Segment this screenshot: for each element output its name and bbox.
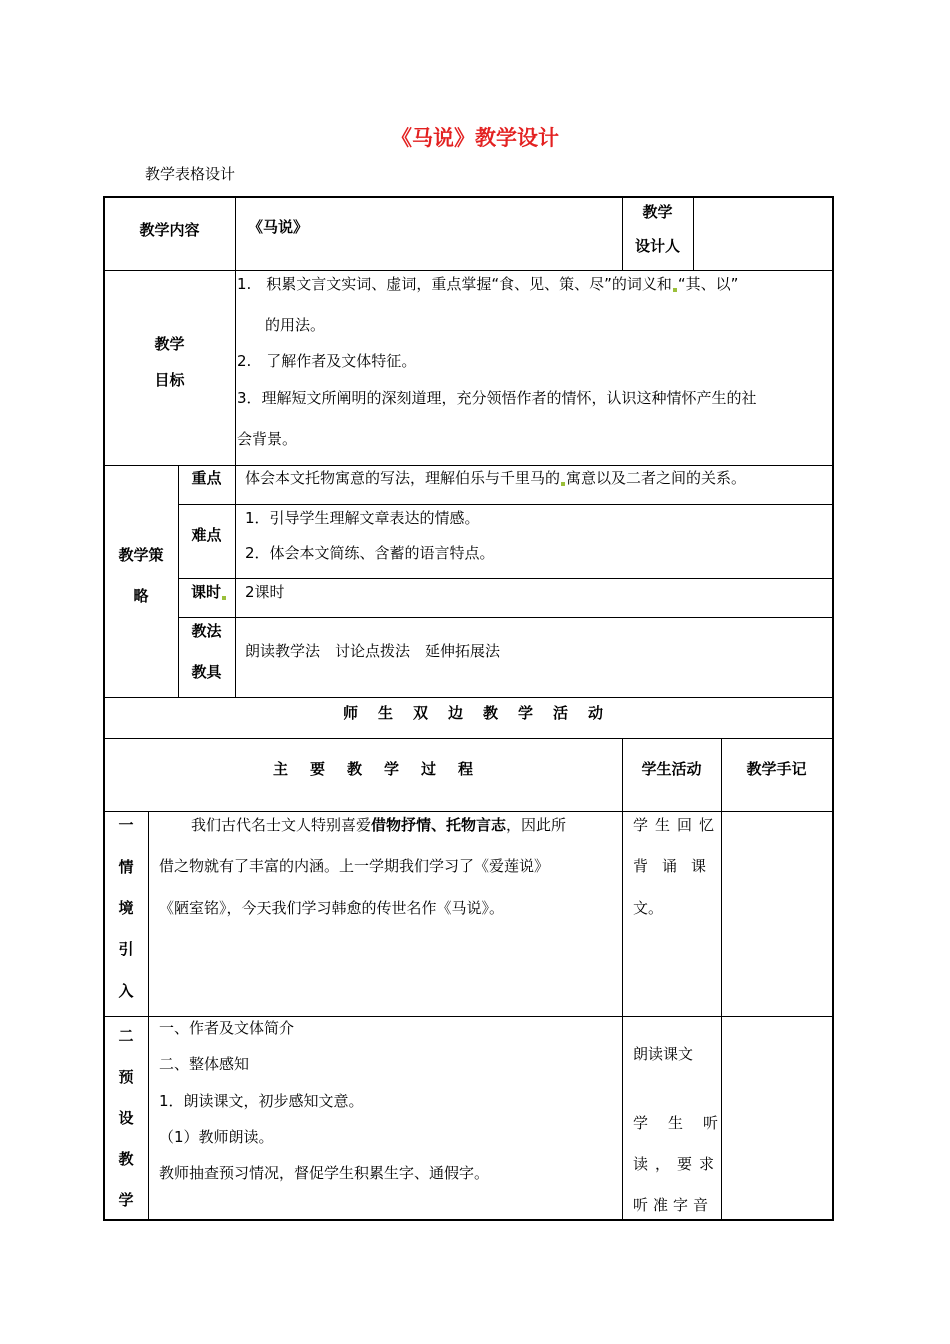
- difficulty-label: 难点: [191, 526, 222, 544]
- designer-label: 教学: [642, 203, 673, 221]
- strategy-label: 略: [133, 587, 149, 605]
- row-divider: [104, 697, 832, 698]
- goal-item-3: 3．理解短文所阐明的深刻道理，充分领悟作者的情怀，认识这种情怀产生的社: [237, 389, 757, 407]
- row-divider: [178, 617, 832, 618]
- step1-text-line: 《陋室铭》，今天我们学习韩愈的传世名作《马说》。: [159, 899, 505, 917]
- step1-label-char: 情: [118, 858, 134, 876]
- inline-mark: [561, 482, 565, 486]
- content-label: 教学内容: [139, 221, 200, 239]
- step2-label-char: 二: [118, 1027, 134, 1045]
- col-divider: [693, 197, 694, 271]
- step1-text-line: 借之物就有了丰富的内涵。上一学期我们学习了《爱莲说》: [159, 857, 550, 875]
- col-divider: [721, 738, 722, 1220]
- step1-student-activity: 学生回忆: [633, 816, 722, 834]
- row-divider: [178, 504, 832, 505]
- activities-section-title: 师生双边教学活动: [343, 704, 624, 722]
- goals-label: 教学: [154, 335, 185, 353]
- step2-label-char: 学: [118, 1191, 134, 1209]
- goals-label: 目标: [154, 371, 185, 389]
- hours-label: 课时: [191, 585, 227, 600]
- method-label: 教法: [191, 622, 222, 640]
- column-header-notes: 教学手记: [746, 760, 807, 778]
- step1-text-line: 我们古代名士文人特别喜爱借物抒情、托物言志，因此所: [191, 816, 567, 834]
- goal-item-2: 2. 了解作者及文体特征。: [237, 352, 417, 370]
- column-header-student: 学生活动: [641, 760, 702, 778]
- step2-text-line: 一、作者及文体简介: [159, 1019, 295, 1037]
- step1-student-activity: 背诵课: [633, 857, 721, 875]
- row-divider: [178, 578, 832, 579]
- inline-mark: [222, 596, 226, 600]
- col-divider: [622, 738, 623, 1220]
- step2-label-char: 预: [118, 1068, 134, 1086]
- step2-student-activity: 朗读课文: [633, 1045, 694, 1063]
- document-title: 《马说》教学设计: [391, 126, 559, 150]
- col-divider: [178, 465, 179, 698]
- step2-student-activity: 读，要求: [633, 1155, 722, 1173]
- document-subtitle: 教学表格设计: [145, 165, 236, 183]
- content-value: 《马说》: [248, 218, 309, 236]
- step1-label-char: 引: [118, 940, 134, 958]
- row-divider: [104, 465, 832, 466]
- column-header-process: 主要教学过程: [273, 760, 496, 778]
- goal-item-1: 1. 积累文言文实词、虚词，重点掌握“食、见、策、尽”的词义和 “其、以”: [237, 275, 739, 293]
- step2-text-line: （1）教师朗读。: [159, 1128, 274, 1146]
- difficulty-item-1: 1．引导学生理解文章表达的情感。: [245, 509, 480, 527]
- row-divider: [104, 811, 832, 812]
- goal-item-1-cont: 的用法。: [265, 316, 326, 334]
- step1-label-char: 境: [118, 899, 134, 917]
- step1-label-char: 一: [118, 816, 134, 834]
- step1-label-char: 入: [118, 982, 134, 1000]
- difficulty-item-2: 2．体会本文简练、含蓄的语言特点。: [245, 544, 495, 562]
- key-point-label: 重点: [191, 469, 222, 487]
- col-divider: [148, 811, 149, 1220]
- col-divider: [235, 197, 236, 466]
- step2-student-activity: 学生听: [633, 1114, 739, 1132]
- inline-mark: [673, 288, 677, 292]
- row-divider: [104, 738, 832, 739]
- goal-item-3-cont: 会背景。: [237, 430, 298, 448]
- step1-student-activity: 文。: [633, 899, 664, 917]
- row-divider: [104, 270, 832, 271]
- step2-label-char: 设: [118, 1109, 134, 1127]
- hours-value: 2课时: [245, 583, 285, 601]
- method-value: 朗读教学法 讨论点拨法 延伸拓展法: [245, 642, 501, 660]
- row-divider: [104, 1016, 832, 1017]
- step2-text-line: 教师抽查预习情况，督促学生积累生字、通假字。: [159, 1164, 490, 1182]
- key-point-value: 体会本文托物寓意的写法，理解伯乐与千里马的 寓意以及二者之间的关系。: [245, 469, 747, 487]
- step2-student-activity: 听准字音: [633, 1196, 714, 1214]
- method-label: 教具: [191, 663, 222, 681]
- step2-label-char: 教: [118, 1150, 134, 1168]
- strategy-label: 教学策: [118, 546, 164, 564]
- step2-text-line: 1．朗读课文，初步感知文意。: [159, 1092, 364, 1110]
- step2-text-line: 二、整体感知: [159, 1055, 250, 1073]
- designer-label: 设计人: [634, 237, 680, 255]
- col-divider: [235, 465, 236, 698]
